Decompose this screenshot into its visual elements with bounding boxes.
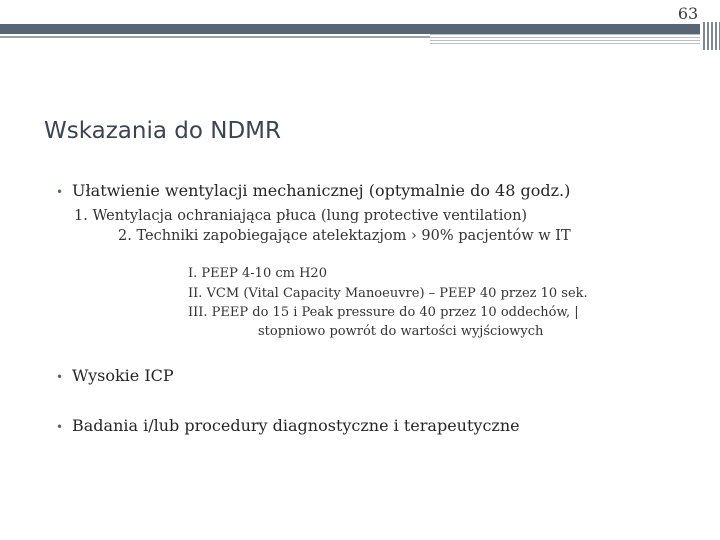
sub-item: 2. Techniki zapobiegające atelektazjom › 90% pacjentów w IT [118, 228, 571, 244]
bullet-item [56, 181, 570, 200]
slide-number: 63 [677, 4, 699, 23]
bullet-item [56, 416, 520, 435]
slide-title: Wskazania do NDMR [44, 118, 281, 144]
bullet-text: Badania i/lub procedury diagnostyczne i terapeutyczne [72, 416, 520, 435]
bullet-text: Wysokie ICP [72, 366, 174, 385]
bullet-icon: • [56, 370, 64, 384]
sub-sub-item: stopniowo powrót do wartości wyjściowych [258, 324, 544, 339]
bullet-text: Ułatwienie wentylacji mechanicznej (optymalnie do 48 godz.) [72, 181, 571, 200]
header-band [0, 24, 700, 34]
sub-item: 1. Wentylacja ochraniająca płuca (lung protective ventilation) [74, 208, 528, 224]
sub-sub-item: I. PEEP 4-10 cm H20 [188, 266, 327, 281]
bullet-icon: • [56, 185, 64, 199]
bullet-item [56, 366, 174, 385]
sub-sub-item: II. VCM (Vital Capacity Manoeuvre) – PEEP 40 przez 10 sek. [188, 286, 588, 301]
bullet-icon: • [56, 420, 64, 434]
header-stripes [430, 34, 700, 46]
sub-sub-item: III. PEEP do 15 i Peak pressure do 40 przez 10 oddechów, | [188, 305, 579, 320]
corner-decoration [703, 22, 720, 50]
